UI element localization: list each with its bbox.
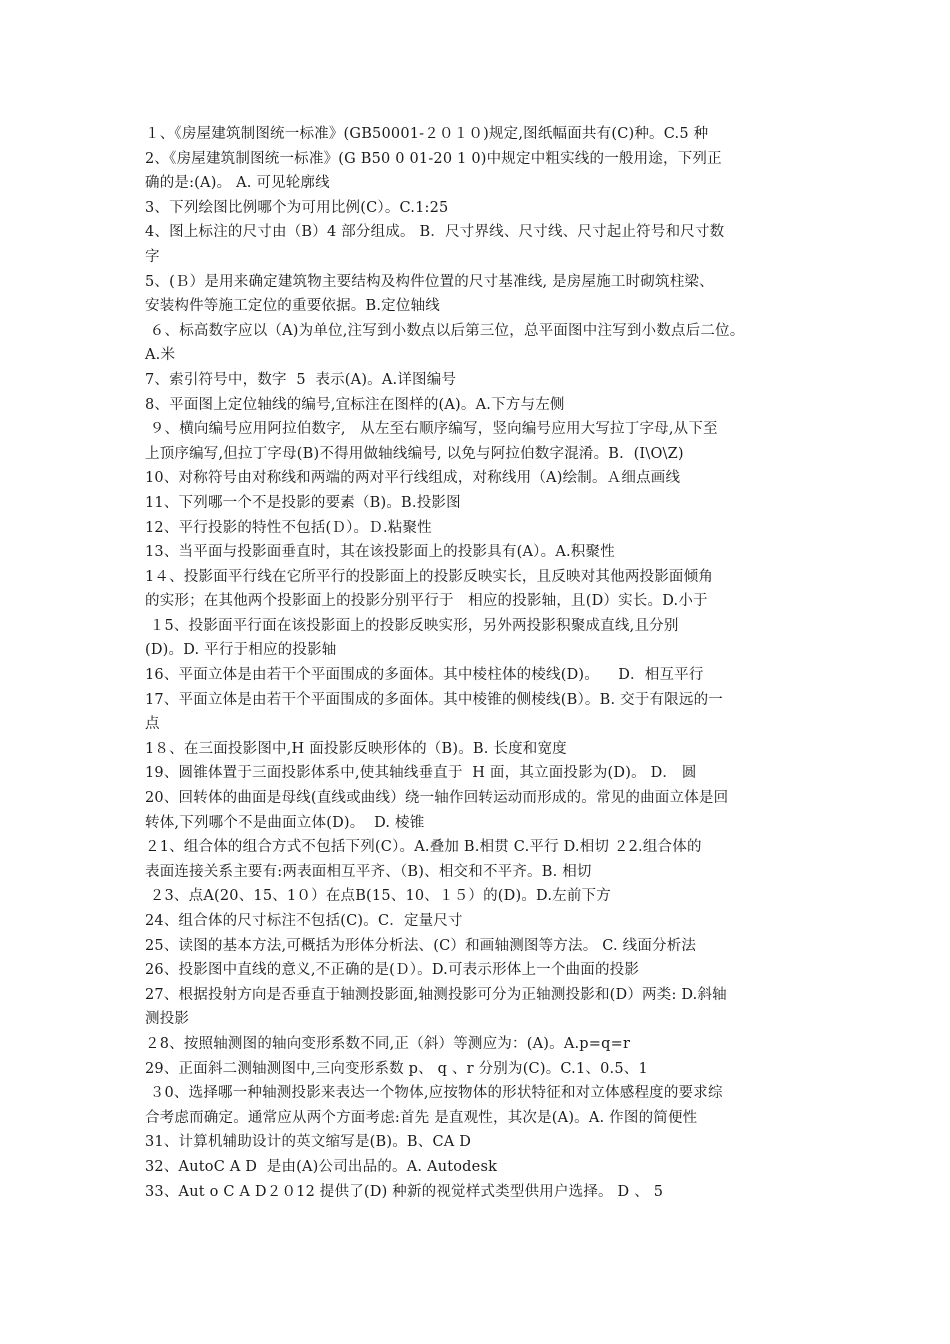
text-line: 8、平面图上定位轴线的编号,宜标注在图样的(A)。A.下方与左侧 — [145, 396, 565, 413]
text-line: 26、投影图中直线的意义,不正确的是(Ｄ）。D.可表示形体上一个曲面的投影 — [145, 962, 640, 979]
text-line: 29、正面斜二测轴测图中,三向变形系数 p、 q 、r 分别为(C)。C.1、0.5、1 — [145, 1060, 648, 1077]
text-line: １、《房屋建筑制图统一标准》(GB50001-２０１０)规定,图纸幅面共有(C)种。C.5 种 — [145, 126, 709, 142]
text-line: ６、标高数字应以（A)为单位,注写到小数点以后第三位，总平面图中注写到小数点后二位。 — [145, 322, 745, 339]
text-line: 27、根据投射方向是否垂直于轴测投影面,轴测投影可分为正轴测投影和(D）两类: D.斜轴 — [145, 986, 727, 1003]
text-line: 32、AutoC A D 是由(A)公司出品的。A. Autodesk — [145, 1158, 498, 1175]
text-line: 1４、投影面平行线在它所平行的投影面上的投影反映实长，且反映对其他两投影面倾角 — [145, 568, 714, 585]
text-line: (D)。D. 平行于相应的投影轴 — [145, 642, 337, 659]
text-line: 7、索引符号中，数字 5 表示(A)。A.详图编号 — [145, 371, 457, 388]
text-line: 合考虑而确定。通常应从两个方面考虑:首先 是直观性，其次是(A)。A. 作图的简便性 — [145, 1109, 698, 1126]
text-line: 10、对称符号由对称线和两端的两对平行线组成，对称线用（A)绘制。Ａ细点画线 — [145, 470, 681, 487]
text-line: 5、(Ｂ）是用来确定建筑物主要结构及构件位置的尺寸基准线, 是房屋施工时砌筑柱梁、 — [145, 273, 714, 290]
text-line: 33、Aut o C A D２０12 提供了(D) 种新的视觉样式类型供用户选择。 D 、 5 — [145, 1183, 664, 1200]
text-line: ３0、选择哪一种轴测投影来表达一个物体,应按物体的形状特征和对立体感程度的要求综 — [145, 1085, 723, 1102]
text-line: 转体,下列哪个不是曲面立体(D)。 D. 棱锥 — [145, 814, 425, 831]
text-line: 19、圆锥体置于三面投影体系中,使其轴线垂直于 H 面，其立面投影为(D)。 D． 圆 — [145, 765, 697, 782]
text-line: 测投影 — [145, 1011, 190, 1028]
text-line: 12、平行投影的特性不包括(Ｄ）。Ｄ.粘聚性 — [145, 519, 432, 536]
text-line: 31、计算机辅助设计的英文缩写是(B)。B、CA D — [145, 1134, 472, 1151]
text-line: 2、《房屋建筑制图统一标准》(G B50 0 01-20 1 0)中规定中粗实线的一般用途，下列正 — [145, 150, 722, 167]
text-line: 的实形；在其他两个投影面上的投影分别平行于 相应的投影轴，且(D）实长。D.小于 — [145, 593, 708, 610]
text-line: 点 — [145, 716, 160, 733]
text-line: 表面连接关系主要有:两表面相互平齐、（B)、相交和不平齐。B. 相切 — [145, 863, 592, 880]
text-line: ２1、组合体的组合方式不包括下列(C）。A.叠加 B.相贯 C.平行 D.相切 ２2.组合体的 — [145, 839, 702, 856]
text-line: 20、回转体的曲面是母线(直线或曲线）绕一轴作回转运动而形成的。常见的曲面立体是回 — [145, 790, 729, 807]
text-line: 安装构件等施工定位的重要依据。B.定位轴线 — [145, 298, 440, 315]
text-line: 确的是:(A)。 A. 可见轮廓线 — [145, 175, 330, 192]
question-list — [145, 122, 830, 1204]
text-line: 字 — [145, 248, 160, 265]
text-line: ９、横向编号应用阿拉伯数字, 从左至右顺序编写，竖向编号应用大写拉丁字母,从下至 — [145, 421, 718, 438]
text-line: 24、组合体的尺寸标注不包括(C)。C．定量尺寸 — [145, 913, 463, 929]
text-line: 16、平面立体是由若干个平面围成的多面体。其中棱柱体的棱线(D)。 D．相互平行 — [145, 667, 704, 684]
text-line: 13、当平面与投影面垂直时，其在该投影面上的投影具有(A）。A.积聚性 — [145, 544, 615, 561]
text-line: １5、投影面平行面在该投影面上的投影反映实形，另外两投影积聚成直线,且分别 — [145, 617, 679, 634]
text-line: ２8、按照轴测图的轴向变形系数不同,正（斜）等测应为：(A)。A.p=q=r — [145, 1035, 631, 1052]
text-line: 3、下列绘图比例哪个为可用比例(C）。C.1:25 — [145, 199, 449, 216]
text-line: 25、读图的基本方法,可概括为形体分析法、(C）和画轴测图等方法。 C. 线面分析法 — [145, 937, 697, 954]
text-line: 1８、在三面投影图中,H 面投影反映形体的（B)。B. 长度和宽度 — [145, 740, 567, 757]
text-line: A.米 — [145, 347, 176, 364]
text-line: 上顶序编写,但拉丁字母(B)不得用做轴线编号, 以免与阿拉伯数字混淆。B. (I\O\Z) — [145, 445, 684, 462]
text-line: ２3、点A(20、15、1０）在点B(15、10、１５）的(D)。D.左前下方 — [145, 888, 611, 905]
text-line: 17、平面立体是由若干个平面围成的多面体。其中棱锥的侧棱线(B）。B. 交于有限远的一 — [145, 691, 723, 708]
text-line: 11、下列哪一个不是投影的要素（B)。B.投影图 — [145, 494, 461, 511]
text-line: 4、图上标注的尺寸由（B）4 部分组成。 B．尺寸界线、尺寸线、尺寸起止符号和尺寸数 — [145, 224, 725, 241]
